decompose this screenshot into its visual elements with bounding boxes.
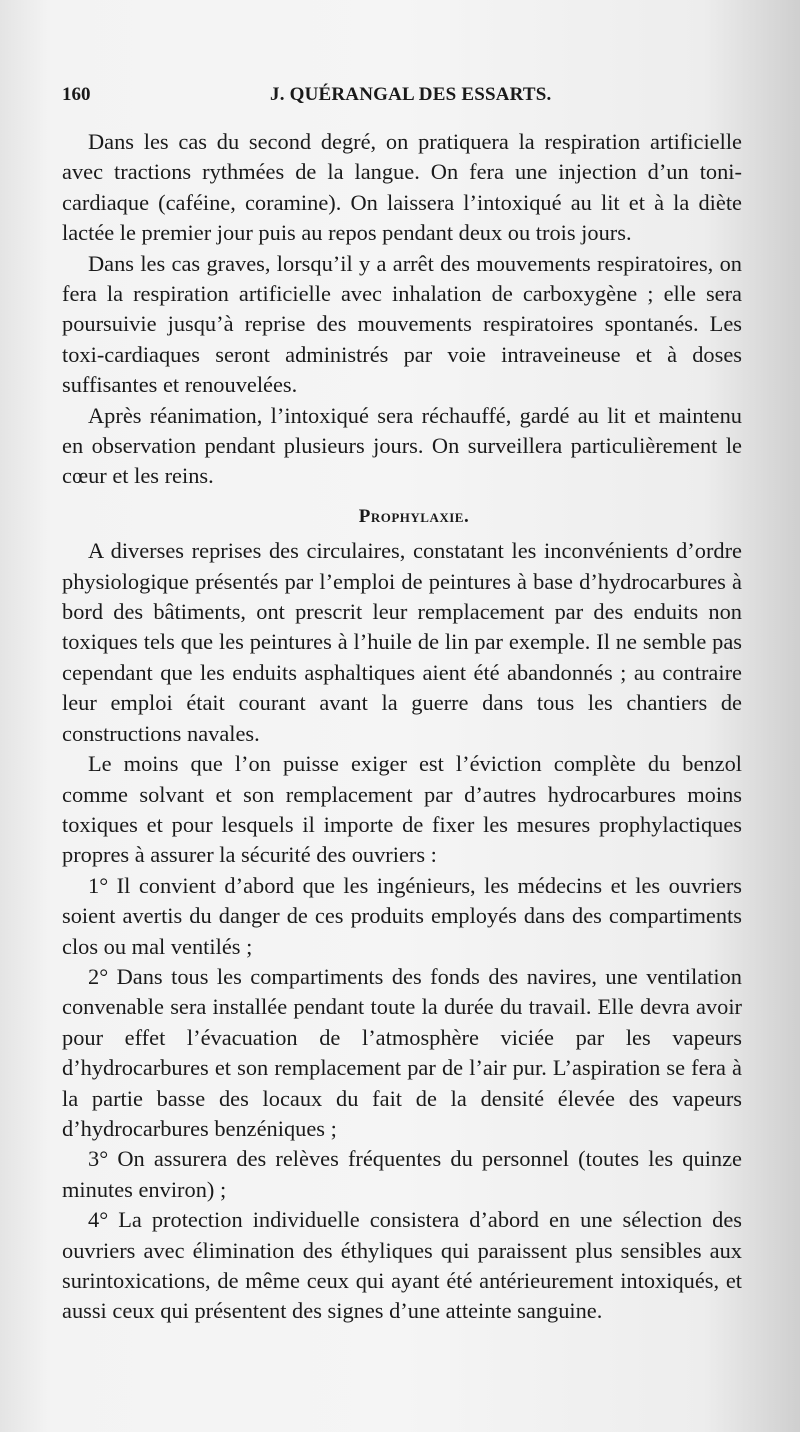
- paragraph-second-degree: Dans les cas du second degré, on pratiquera la respiration artificielle avec tractions rythmées de la langue. On fera une injection d’un toni-cardiaque (caféine, coramine). On laissera l’intoxiqué au lit et à la diète lactée le premier jour puis au repos pendant deux ou trois jours.: [62, 129, 742, 246]
- page-number: 160: [62, 84, 91, 105]
- paragraph-circulaires: A diverses reprises des circulaires, constatant les inconvénients d’ordre physiologique présentés par l’emploi de peintures à base d’hydrocarbures à bord des bâtiments, ont prescrit leur remplacement par des enduits non toxiques tels que les peintures à l’huile de lin par exemple. Il ne semble pas cependant que les enduits asphaltiques aient été abandonnés ; au contraire leur emploi était courant avant la guerre dans tous les chantiers de constructions navales.: [62, 538, 742, 746]
- paragraph-severe-cases: Dans les cas graves, lorsqu’il y a arrêt des mouvements respiratoires, on fera la respiration artificielle avec inhalation de carboxygène ; elle sera poursuivie jusqu’à reprise des mouvements respiratoires spontanés. Les toxi-cardiaques seront administrés par voie intraveineuse et à doses suffisantes et renouvelées.: [62, 250, 742, 398]
- list-item-3: 3° On assurera des relèves fréquentes du personnel (toutes les quinze minutes environ) ;: [62, 1146, 742, 1202]
- list-item-4: 4° La protection individuelle consistera d’abord en une sélection des ouvriers avec élimination des éthyliques qui paraissent plus sensibles aux surintoxications, de même ceux qui ayant été antérieurement intoxiqués, et aussi ceux qui présentent des signes d’une atteinte sanguine.: [62, 1207, 742, 1324]
- running-head: J. QUÉRANGAL DES ESSARTS.: [270, 84, 552, 105]
- section-heading-prophylaxie: Prophylaxie.: [358, 505, 470, 527]
- page-header: [62, 84, 742, 114]
- paragraph-eviction-benzol: Le moins que l’on puisse exiger est l’éviction complète du benzol comme solvant et son remplacement par d’autres hydrocarbures moins toxiques et pour lesquels il importe de fixer les mesures prophylactiques propres à assurer la sécurité des ouvriers :: [62, 751, 742, 868]
- body-text: [62, 127, 742, 1327]
- list-item-1: 1° Il convient d’abord que les ingénieurs, les médecins et les ouvriers soient avertis du danger de ces produits employés dans des compartiments clos ou mal ventilés ;: [62, 872, 742, 959]
- list-item-2: 2° Dans tous les compartiments des fonds des navires, une ventilation convenable sera installée pendant toute la durée du travail. Elle devra avoir pour effet l’évacuation de l’atmosphère viciée par les vapeurs d’hydrocarbures et son remplacement par de l’air pur. L’aspiration se fera à la partie basse des locaux du fait de la densité élevée des vapeurs d’hydrocarbures benzéniques ;: [62, 963, 742, 1141]
- paragraph-after-reanimation: Après réanimation, l’intoxiqué sera réchauffé, gardé au lit et maintenu en observation pendant plusieurs jours. On surveillera particulièrement le cœur et les reins.: [62, 402, 742, 489]
